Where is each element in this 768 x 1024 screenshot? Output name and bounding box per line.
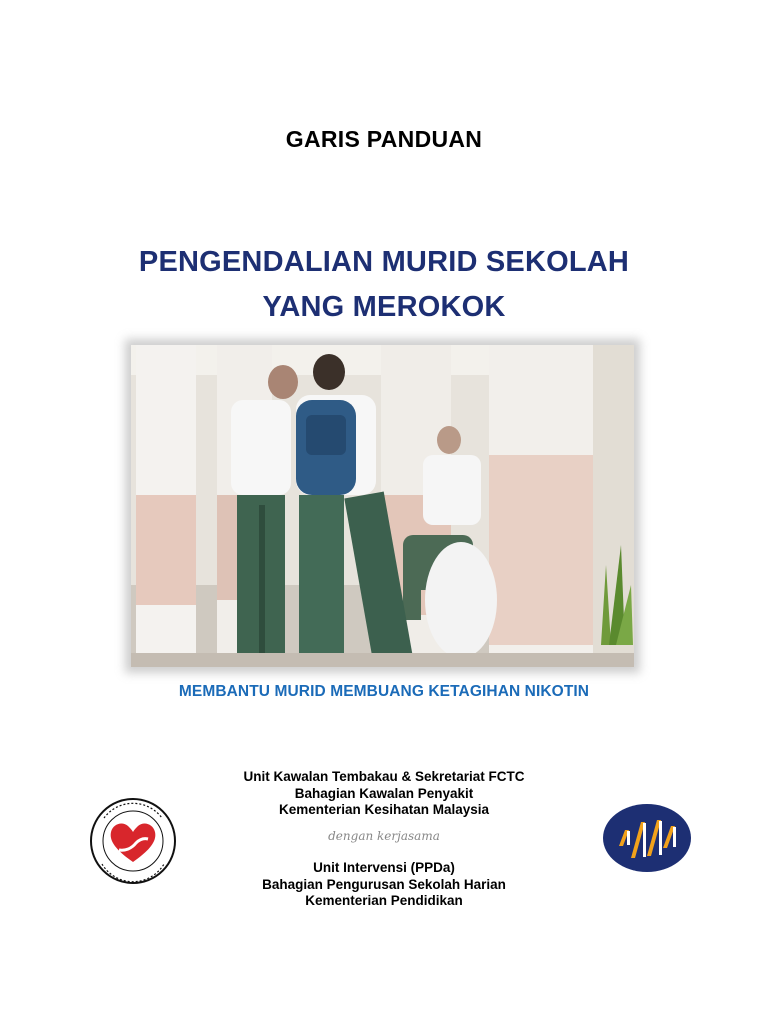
credit-line: Bahagian Kawalan Penyakit: [294, 785, 474, 801]
kementerian-pendidikan-logo-icon: [601, 802, 693, 874]
collaboration-note: dengan kerjasama: [328, 829, 440, 843]
title-line-1: PENGENDALIAN MURID SEKOLAH: [138, 246, 630, 278]
title-line-2: YANG MEROKOK: [262, 291, 506, 323]
kementerian-kesihatan-seal-icon: [86, 796, 180, 886]
cover-photo: [131, 345, 634, 667]
credit-line: Kementerian Kesihatan Malaysia: [278, 802, 490, 817]
credit-line: Unit Intervensi (PPDa): [313, 860, 455, 875]
credit-line: Unit Kawalan Tembakau & Sekretariat FCTC: [243, 769, 525, 784]
tagline: MEMBANTU MURID MEMBUANG KETAGIHAN NIKOTIN: [178, 683, 590, 700]
document-kicker: GARIS PANDUAN: [285, 126, 483, 152]
credit-line: Kementerian Pendidikan: [305, 893, 463, 908]
credit-line: Bahagian Pengurusan Sekolah Harian: [262, 876, 506, 892]
